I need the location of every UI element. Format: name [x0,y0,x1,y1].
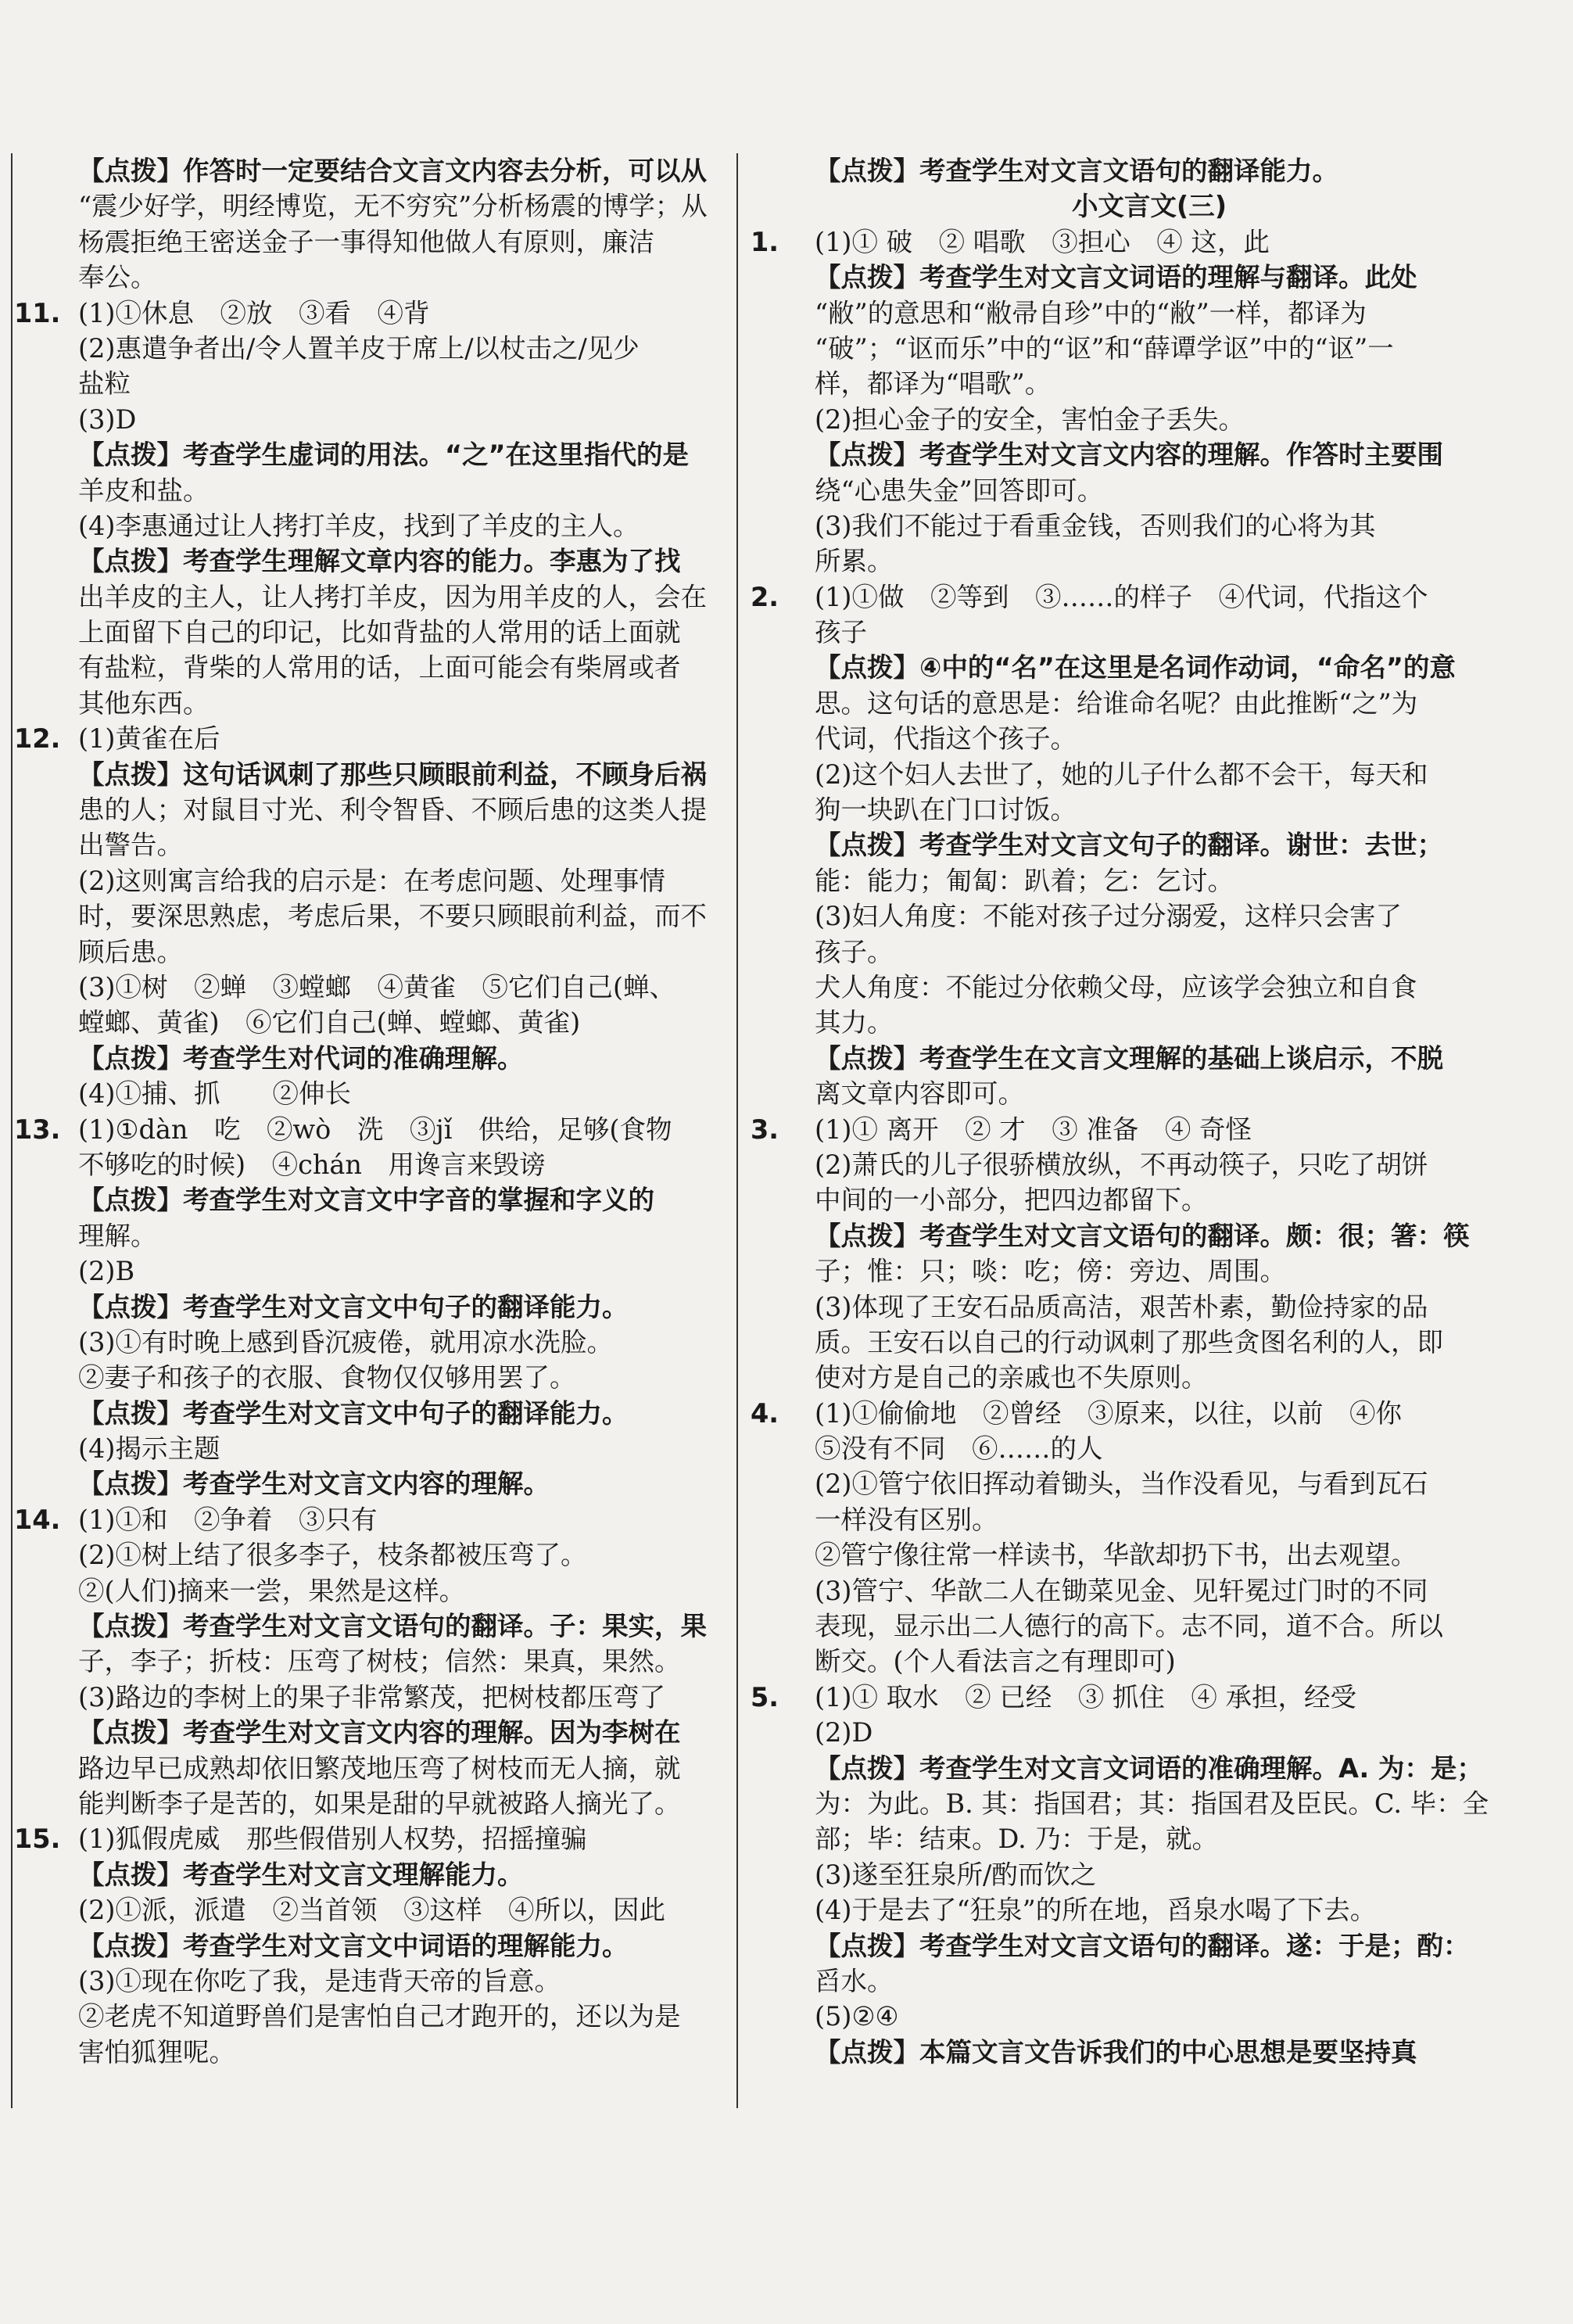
question-item [14,1112,735,1502]
answer-line: ②(人们)摘来一尝，果然是这样。 [78,1575,466,1606]
answer-line: 狗一块趴在门口讨饭。 [815,794,1077,826]
answer-line: ②妻子和孩子的衣服、食物仅仅够用罢了。 [78,1362,576,1393]
question-body [78,1502,735,1822]
hint-line: 【点拨】这句话讽刺了那些只顾眼前利益，不顾身后祸 [78,759,707,790]
question-number: 14. [14,1504,61,1535]
answer-line: (4)揭示主题 [78,1433,220,1465]
hint-line: 【点拨】考查学生对文言文内容的理解。 [78,1469,550,1500]
left-column [14,153,735,2070]
answer-line: 犬人角度：不能过分依赖父母，应该学会独立和自食 [815,971,1417,1002]
question-item [14,1821,735,2070]
left-pre-block [78,153,735,296]
answer-line: 不够吃的时候) ④chán 用谗言来毁谤 [78,1149,546,1180]
question-number: 13. [14,1114,61,1145]
answer-line: 路边早已成熟却依旧繁茂地压弯了树枝而无人摘，就 [78,1752,681,1784]
question-body [78,1821,735,2070]
answer-line: (3)妇人角度：不能对孩子过分溺爱，这样只会害了 [815,901,1402,932]
answer-line: (4)于是去了“狂泉”的所在地，舀泉水喝了下去。 [815,1895,1377,1926]
answer-line: “敝”的意思和“敝帚自珍”中的“敝”一样，都译为 [815,297,1367,328]
answer-line: ②老虎不知道野兽们是害怕自己才跑开的，还以为是 [78,2001,681,2032]
answer-line: (1)①和 ②争着 ③只有 [78,1504,378,1535]
hint-line: 【点拨】本篇文言文告诉我们的中心思想是要坚持真 [815,2036,1417,2068]
answer-line: 出羊皮的主人，让人拷打羊皮，因为用羊皮的人，会在 [78,581,707,612]
answer-line: (2)这则寓言给我的启示是：在考虑问题、处理事情 [78,865,665,896]
answer-line: 思。这句话的意思是：给谁命名呢？由此推断“之”为 [815,687,1418,719]
question-number: 12. [14,723,61,755]
answer-line: (3)我们不能过于看重金钱，否则我们的心将为其 [815,510,1376,541]
answer-line: 中间的一小部分，把四边都留下。 [815,1185,1208,1216]
question-body [815,1680,1548,2070]
hint-line: 【点拨】考查学生虚词的用法。“之”在这里指代的是 [78,439,690,471]
answer-line: (1)① 破 ② 唱歌 ③担心 ④ 这，此 [815,226,1270,257]
hint-line: 【点拨】考查学生对文言文词语的准确理解。A. 为：是； [815,1752,1483,1784]
answer-line: (1)①做 ②等到 ③……的样子 ④代词，代指这个 [815,581,1428,612]
answer-line: 羊皮和盐。 [78,475,210,506]
question-number: 5. [751,1681,779,1713]
answer-line: (3)D [78,403,137,435]
question-body [815,224,1548,579]
hint-line: 【点拨】考查学生在文言文理解的基础上谈启示，不脱 [815,1042,1443,1074]
answer-line: 部；毕：结束。D. 乃：于是，就。 [815,1824,1218,1855]
answer-line: 螳螂、黄雀) ⑥它们自己(蝉、螳螂、黄雀) [78,1007,581,1038]
answer-line: 断交。(个人看法言之有理即可) [815,1646,1176,1677]
answer-line: (3)遂至狂泉所/酌而饮之 [815,1859,1097,1890]
answer-line: 患的人；对鼠目寸光、利令智昏、不顾后患的这类人提 [78,794,707,826]
question-item [751,579,1548,1112]
answer-line: 使对方是自己的亲戚也不失原则。 [815,1362,1208,1393]
question-body [78,1112,735,1502]
answer-line: 为：为此。B. 其：指国君；其：指国君及臣民。C. 毕：全 [815,1788,1489,1819]
answer-line: 理解。 [78,1220,157,1251]
answer-line: 样，都译为“唱歌”。 [815,368,1052,400]
question-item [14,1502,735,1822]
question-body [78,721,735,1111]
answer-line: 质。王安石以自己的行动讽刺了那些贪图名利的人，即 [815,1326,1443,1357]
answer-line: (2)B [78,1256,135,1287]
question-body [815,579,1548,1112]
right-questions [751,224,1548,2070]
hint-line: 【点拨】考查学生对文言文中字音的掌握和字义的 [78,1185,654,1216]
question-body [815,1112,1548,1396]
answer-line: (2)①树上结了很多李子，枝条都被压弯了。 [78,1540,587,1571]
hint-line: 【点拨】考查学生对文言文理解能力。 [78,1859,524,1890]
answer-line: (2)D [815,1717,873,1748]
answer-line: (1)①dàn 吃 ②wò 洗 ③jǐ 供给，足够(食物 [78,1114,672,1145]
hint-line: 【点拨】考查学生对文言文语句的翻译。子：果实，果 [78,1611,707,1642]
answer-line: 表现，显示出二人德行的高下。志不同，道不合。所以 [815,1611,1443,1642]
answer-line: “震少好学，明经博览，无不穷究”分析杨震的博学；从 [78,191,708,222]
answer-line: (2)惠遣争者出/令人置羊皮于席上/以杖击之/见少 [78,332,640,364]
question-item [751,224,1548,579]
answer-line: (3)体现了王安石品质高洁，艰苦朴素，勤俭持家的品 [815,1291,1428,1322]
answer-line: 能：能力；匍匐：趴着；乞：乞讨。 [815,865,1234,896]
answer-line: (3)管宁、华歆二人在锄菜见金、见轩冕过门时的不同 [815,1575,1428,1606]
column-divider [736,153,738,2108]
question-item [751,1396,1548,1680]
answer-line: 其力。 [815,1007,894,1038]
answer-line: ⑤没有不同 ⑥……的人 [815,1433,1103,1465]
hint-line: 【点拨】作答时一定要结合文言文内容去分析，可以从 [78,156,707,186]
question-item [14,296,735,722]
question-body [815,1396,1548,1680]
answer-line: 孩子 [815,617,867,648]
answer-line: ②管宁像往常一样读书，华歆却扔下书，出去观望。 [815,1540,1417,1571]
question-body [78,296,735,722]
section-title: 小文言文(三) [1071,191,1227,222]
right-column [751,153,1548,2070]
answer-line: 子；惟：只；啖：吃；傍：旁边、周围。 [815,1256,1286,1287]
hint-line: 【点拨】考查学生对文言文语句的翻译。遂：于是；酌： [815,1930,1470,1961]
question-number: 1. [751,226,779,257]
answer-line: 奉公。 [78,262,157,293]
answer-line: (2)萧氏的儿子很骄横放纵，不再动筷子，只吃了胡饼 [815,1149,1428,1180]
answer-line: 出警告。 [78,830,183,861]
hint-line: 【点拨】考查学生对文言文内容的理解。作答时主要围 [815,439,1443,471]
answer-line: 顾后患。 [78,936,183,967]
left-questions [14,296,735,2071]
hint-line: 【点拨】考查学生对文言文语句的翻译能力。 [815,156,1338,186]
answer-line: 有盐粒，背柴的人常用的话，上面可能会有柴屑或者 [78,652,681,683]
answer-line: 离文章内容即可。 [815,1078,1024,1110]
answer-line: (3)①现在你吃了我，是违背天帝的旨意。 [78,1965,561,1996]
question-number: 3. [751,1114,779,1145]
answer-line: 子，李子；折枝：压弯了树枝；信然：果真，果然。 [78,1646,681,1677]
hint-line: 【点拨】考查学生对文言文句子的翻译。谢世：去世； [815,830,1443,861]
question-number: 2. [751,581,779,612]
question-number: 11. [14,297,61,328]
answer-line: 盐粒 [78,368,131,400]
question-number: 4. [751,1397,779,1429]
answer-line: (4)李惠通过让人拷打羊皮，找到了羊皮的主人。 [78,510,640,541]
left-margin-rule [11,153,13,2108]
answer-line: (1)①偷偷地 ②曾经 ③原来，以往，以前 ④你 [815,1397,1402,1429]
answer-line: (1)① 取水 ② 已经 ③ 抓住 ④ 承担，经受 [815,1681,1357,1713]
hint-line: 【点拨】④中的“名”在这里是名词作动词，“命名”的意 [815,652,1456,683]
question-item [14,721,735,1111]
question-number: 15. [14,1824,61,1855]
hint-line: 【点拨】考查学生对文言文词语的理解与翻译。此处 [815,262,1417,293]
right-pre-block [815,153,1548,188]
answer-line: (3)路边的李树上的果子非常繁茂，把树枝都压弯了 [78,1681,665,1713]
hint-line: 【点拨】考查学生对代词的准确理解。 [78,1042,524,1074]
answer-line: (4)①捕、抓 ②伸长 [78,1078,351,1110]
hint-line: 【点拨】考查学生对文言文中词语的理解能力。 [78,1930,629,1961]
answer-line: (2)担心金子的安全，害怕金子丢失。 [815,403,1245,435]
answer-line: 害怕狐狸呢。 [78,2036,235,2068]
answer-line: (3)①有时晚上感到昏沉疲倦，就用凉水洗脸。 [78,1326,613,1357]
answer-line: (1)①休息 ②放 ③看 ④背 [78,297,430,328]
answer-line: (2)这个妇人去世了，她的儿子什么都不会干，每天和 [815,759,1428,790]
answer-line: 其他东西。 [78,687,210,719]
question-item [751,1680,1548,2070]
hint-line: 【点拨】考查学生对文言文中句子的翻译能力。 [78,1291,629,1322]
answer-line: 所累。 [815,546,894,577]
hint-line: 【点拨】考查学生理解文章内容的能力。李惠为了找 [78,546,681,577]
answer-line: 一样没有区别。 [815,1504,998,1535]
answer-line: 上面留下自己的印记，比如背盐的人常用的话上面就 [78,617,681,648]
answer-line: 绕“心患失金”回答即可。 [815,475,1104,506]
hint-line: 【点拨】考查学生对文言文中句子的翻译能力。 [78,1397,629,1429]
answer-line: 舀水。 [815,1965,894,1996]
hint-line: 【点拨】考查学生对文言文内容的理解。因为李树在 [78,1717,681,1748]
answer-line: 能判断李子是苦的，如果是甜的早就被路人摘光了。 [78,1788,681,1819]
answer-line: 代词，代指这个孩子。 [815,723,1077,755]
answer-line: (2)①管宁依旧挥动着锄头，当作没看见，与看到瓦石 [815,1469,1428,1500]
answer-line: (1)狐假虎威 那些假借别人权势，招摇撞骗 [78,1824,587,1855]
answer-line: (3)①树 ②蝉 ③螳螂 ④黄雀 ⑤它们自己(蝉、 [78,971,676,1002]
answer-line: 杨震拒绝王密送金子一事得知他做人有原则，廉洁 [78,226,654,257]
answer-line: 孩子。 [815,936,894,967]
answer-line: (1)黄雀在后 [78,723,220,755]
answer-line: “破”；“讴而乐”中的“讴”和“薛谭学讴”中的“讴”一 [815,332,1394,364]
answer-line: (1)① 离开 ② 才 ③ 准备 ④ 奇怪 [815,1114,1252,1145]
answer-line: (5)②④ [815,2001,899,2032]
answer-line: (2)①派，派遣 ②当首领 ③这样 ④所以，因此 [78,1895,665,1926]
question-item [751,1112,1548,1396]
hint-line: 【点拨】考查学生对文言文语句的翻译。颇：很；箸：筷 [815,1220,1470,1251]
answer-line: 时，要深思熟虑，考虑后果，不要只顾眼前利益，而不 [78,901,707,932]
